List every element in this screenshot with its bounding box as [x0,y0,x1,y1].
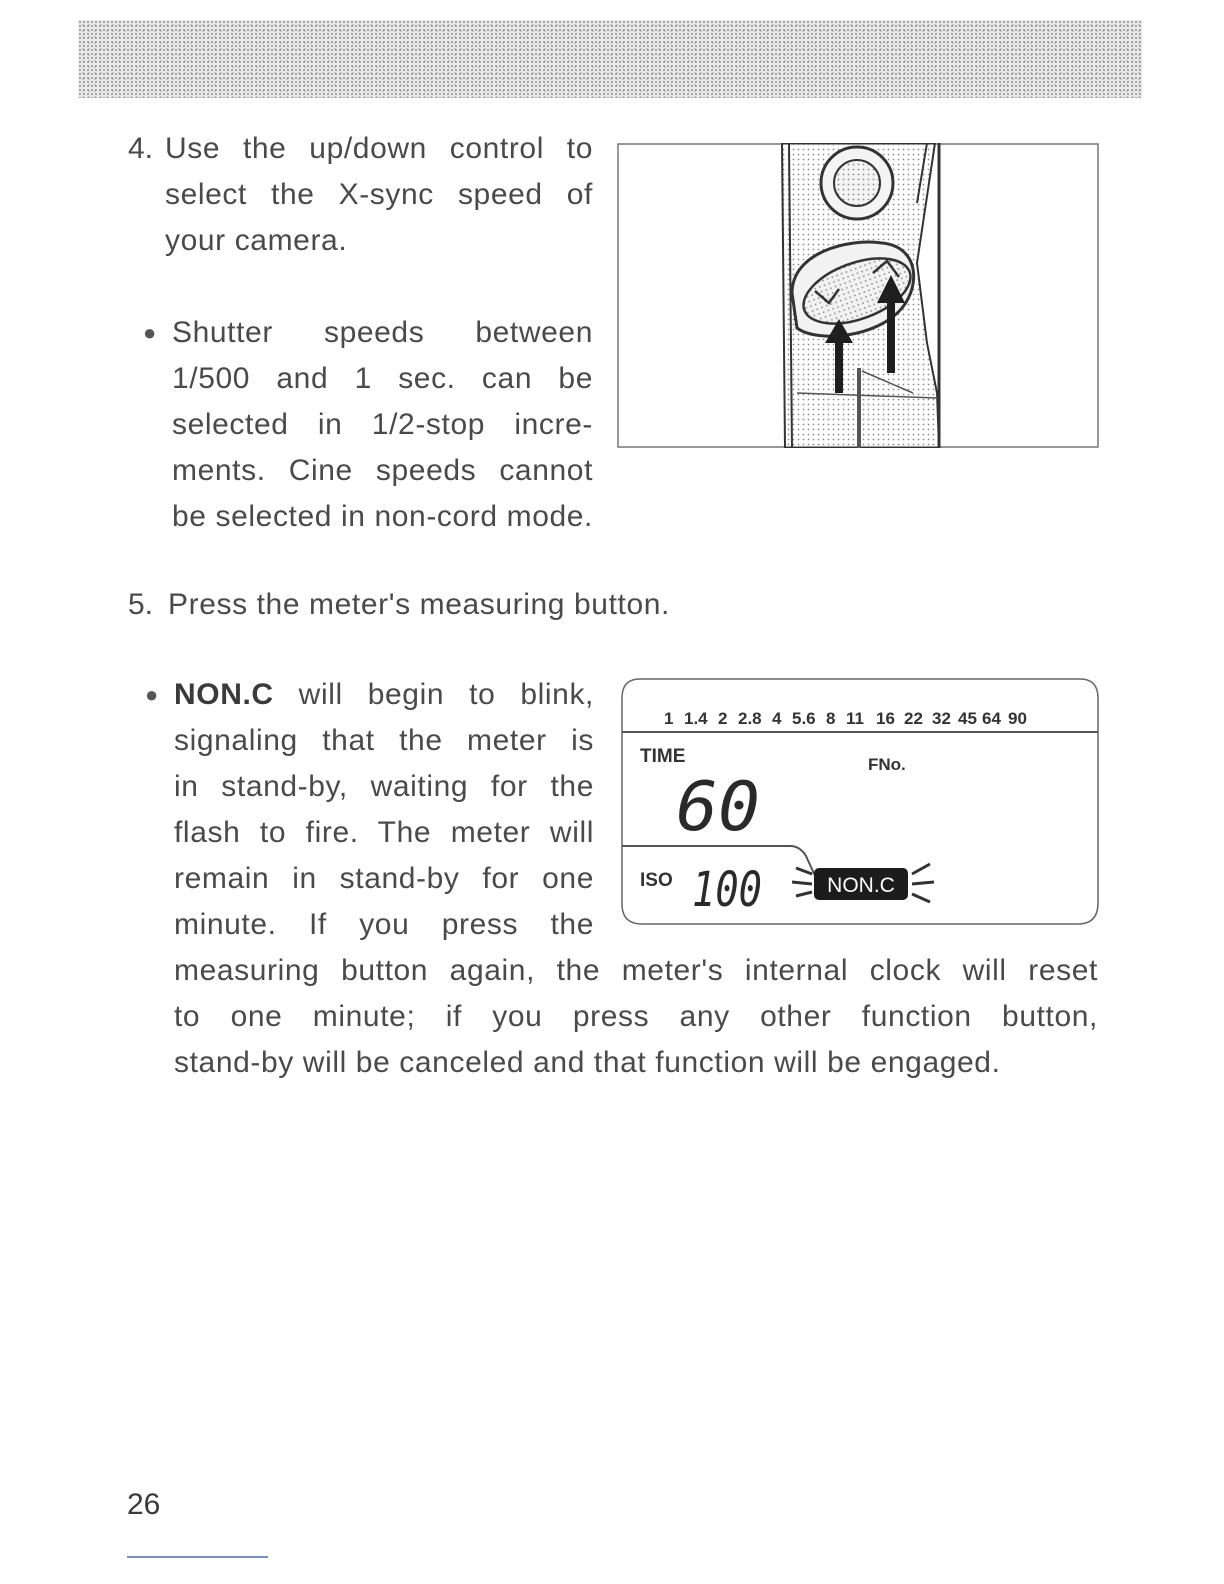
scale-1-4: 1.4 [684,709,708,728]
bullet-1-line-4: ments. Cine speeds cannot [172,454,593,487]
scale-16: 16 [876,709,895,728]
scale-5-6: 5.6 [792,709,816,728]
non-c-term: NON.C [174,678,274,711]
scale-32: 32 [932,709,951,728]
footer-rule [127,1556,268,1558]
non-c-label: NON.C [827,874,895,897]
bullet-2-line-5: remain in stand-by for one [174,862,594,895]
bullet-1-line-1: Shutter speeds between [172,316,593,349]
bullet-2-line-1 [174,672,594,718]
scale-45: 45 [958,709,977,728]
step-4-line-2: select the X-sync speed of [165,178,593,211]
bullet-2-line-3: in stand-by, waiting for the [174,770,594,803]
time-label: TIME [640,746,686,767]
bullet-2-line-7: measuring button again, the meter's internal clock will reset [174,954,1098,987]
scale-64: 64 [982,709,1001,728]
step-4-line-1: Use the up/down control to [165,132,593,165]
bullet-2-line-8: to one minute; if you press any other function button, [174,1000,1098,1033]
scale-22: 22 [904,709,923,728]
bullet-2-line-9: stand-by will be canceled and that function will be engaged. [174,1046,1001,1079]
iso-label: ISO [640,870,673,891]
scale-8: 8 [826,709,836,728]
page-number: 26 [127,1488,161,1521]
scale-1: 1 [664,709,674,728]
scale-90: 90 [1008,709,1027,728]
step-4-number: 4. [128,132,154,165]
bullet-2-line-2: signaling that the meter is [174,724,594,757]
fno-label: FNo. [868,755,906,774]
bullet-2-line-6: minute. If you press the [174,908,594,941]
scale-11: 11 [846,709,864,728]
scale-2: 2 [718,709,728,728]
header-band [78,20,1142,98]
lcd-display-figure [620,678,1100,926]
aperture-scale [664,709,1027,728]
bullet-1-line-3: selected in 1/2-stop incre- [172,408,593,441]
bullet-2-line-1-rest: will begin to blink, [273,678,594,711]
bullet-1-line-2: 1/500 and 1 sec. can be [172,362,593,395]
bullet-1-line-5: be selected in non-cord mode. [172,500,593,533]
step-5-text: Press the meter's measuring button. [168,588,670,621]
bullet-dot-2: ● [145,682,159,707]
bullet-dot-1: ● [143,320,157,345]
scale-4: 4 [772,709,782,728]
updown-control-figure [617,143,1099,448]
time-value: 60 [676,768,760,847]
step-4-line-3: your camera. [165,224,348,257]
scale-2-8: 2.8 [738,709,762,728]
step-5-number: 5. [128,588,154,621]
iso-value: 100 [692,862,762,918]
bullet-2-line-4: flash to fire. The meter will [174,816,594,849]
